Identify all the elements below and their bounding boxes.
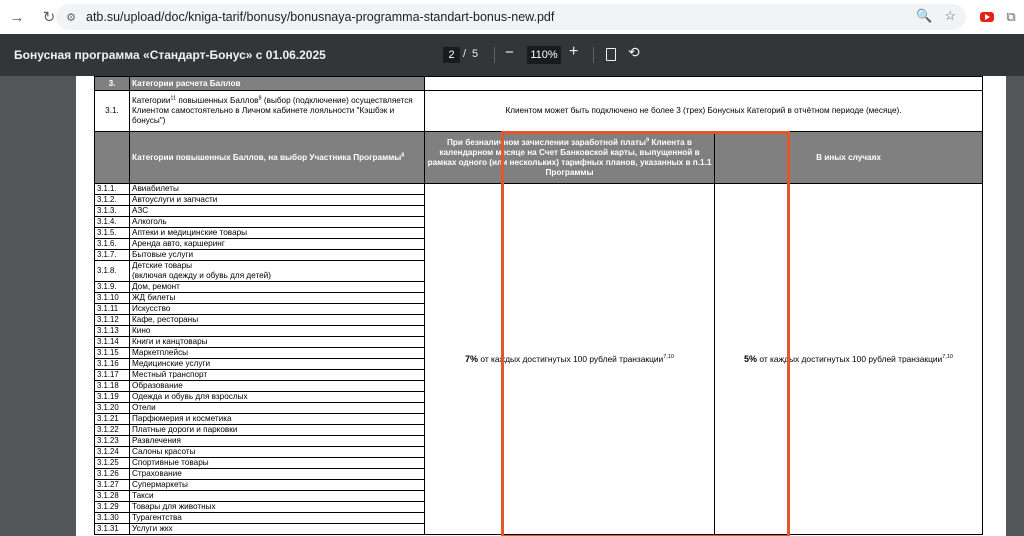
category-number: 3.1.23: [95, 436, 130, 447]
category-name: [130, 491, 425, 502]
category-number: 3.1.18: [95, 381, 130, 392]
salary-rate-cell: [425, 184, 715, 535]
other-rate-cell: [715, 184, 983, 535]
extensions-puzzle-icon[interactable]: ⧉: [1006, 9, 1016, 24]
zoom-level-input[interactable]: 110%: [527, 46, 561, 64]
rotate-icon[interactable]: ⟲: [628, 44, 640, 60]
category-name-text: Страхование: [132, 469, 182, 478]
reload-icon[interactable]: ↻: [42, 9, 56, 26]
footnote-ref: 11: [170, 95, 177, 102]
zoom-icon[interactable]: 🔍: [916, 8, 933, 23]
category-name-text: Местный транспорт: [132, 370, 208, 379]
row-31-value: Клиентом может быть подключено не более 3 (трех) Бонусных Категорий в отчётном периоде (месяце).: [425, 91, 983, 132]
category-name: [130, 206, 425, 217]
section-number: 3.: [95, 77, 130, 91]
category-name: [130, 315, 425, 326]
category-number: 3.1.16: [95, 359, 130, 370]
pdf-page: [76, 76, 1006, 536]
category-number: 3.1.17: [95, 370, 130, 381]
category-name: [130, 293, 425, 304]
category-name: [130, 326, 425, 337]
text: При безналичном зачислении заработной платы: [447, 137, 647, 147]
category-name-text: Авиабилеты: [132, 184, 179, 193]
empty-cell: [425, 77, 983, 91]
category-number: 3.1.15: [95, 348, 130, 359]
category-name-text: Кино: [132, 326, 151, 335]
category-name-text: (включая одежду и обувь для детей): [132, 271, 271, 280]
category-name-text: Такси: [132, 491, 154, 500]
category-name-text: Автоуслуги и запчасти: [132, 195, 218, 204]
category-name: [130, 414, 425, 425]
category-name: [130, 239, 425, 250]
text: повышенных Баллов: [176, 96, 259, 105]
category-number: 3.1.9.: [95, 282, 130, 293]
rate-percent: 5%: [744, 354, 758, 364]
rate-text: от каждых достигнутых 100 рублей транзакции: [757, 354, 943, 364]
category-name-text: Услуги жкх: [132, 524, 173, 533]
toolbar-divider: [494, 47, 495, 63]
browser-toolbar: [0, 0, 1024, 34]
category-number: 3.1.3.: [95, 206, 130, 217]
back-arrow-icon[interactable]: →: [9, 8, 25, 26]
category-number: 3.1.7.: [95, 250, 130, 261]
row-31-description: [130, 91, 425, 132]
rate-percent: 7%: [465, 354, 479, 364]
category-number: 3.1.4.: [95, 217, 130, 228]
category-name-text: Медицинские услуги: [132, 359, 211, 368]
youtube-extension-icon[interactable]: [978, 8, 996, 26]
category-name: [130, 458, 425, 469]
category-name-text: Маркетплейсы: [132, 348, 189, 357]
categories-table: [94, 76, 983, 535]
category-number: 3.1.24: [95, 447, 130, 458]
category-name: [130, 282, 425, 293]
category-number: 3.1.6.: [95, 239, 130, 250]
section-header-row: [95, 77, 983, 91]
category-number: 3.1.2.: [95, 195, 130, 206]
category-name: [130, 250, 425, 261]
category-name: [130, 261, 425, 282]
category-name: [130, 403, 425, 414]
address-bar[interactable]: [56, 4, 966, 30]
header-other: В иных случаях: [715, 132, 983, 184]
category-name-text: Детские товары: [132, 261, 193, 270]
category-number: 3.1.26: [95, 469, 130, 480]
category-name-text: ЖД билеты: [132, 293, 176, 302]
category-name-text: Отели: [132, 403, 156, 412]
category-name-text: Бытовые услуги: [132, 250, 194, 259]
category-number: 3.1.30: [95, 513, 130, 524]
site-info-icon[interactable]: ⚙: [66, 11, 76, 24]
pdf-toolbar: [0, 34, 1024, 76]
category-name: [130, 184, 425, 195]
category-name-text: Одежда и обувь для взрослых: [132, 392, 248, 401]
text: Клиента в календарном месяце на Счет Банковской карты, выпущенной в рамках одного (или нескольких) тарифных планов, указанных в п.1.1 Программы: [427, 137, 712, 177]
category-name: [130, 348, 425, 359]
category-name-text: Аренда авто, каршеринг: [132, 239, 225, 248]
category-name: [130, 425, 425, 436]
category-name-text: Парфюмерия и косметика: [132, 414, 232, 423]
category-name-text: Супермаркеты: [132, 480, 188, 489]
category-name: [130, 436, 425, 447]
table-row: [95, 91, 983, 132]
category-name: [130, 304, 425, 315]
category-name: [130, 513, 425, 524]
footnote-ref: 7,10: [942, 354, 953, 361]
category-number: 3.1.22: [95, 425, 130, 436]
text: Категории повышенных Баллов, на выбор Участника Программы: [132, 152, 402, 162]
footnote-ref: 9: [646, 136, 650, 143]
category-name: [130, 524, 425, 535]
zoom-in-button[interactable]: +: [569, 43, 579, 60]
rate-text: от каждых достигнутых 100 рублей транзакции: [478, 354, 664, 364]
category-number: 3.1.13: [95, 326, 130, 337]
category-name: [130, 228, 425, 239]
category-name-text: Аптеки и медицинские товары: [132, 228, 248, 237]
category-name: [130, 359, 425, 370]
category-name-text: Развлечения: [132, 436, 181, 445]
category-name-text: Салоны красоты: [132, 447, 196, 456]
empty-header-cell: [95, 132, 130, 184]
category-number: 3.1.11: [95, 304, 130, 315]
bookmark-star-icon[interactable]: ☆: [944, 8, 956, 23]
category-name-text: Платные дороги и парковки: [132, 425, 238, 434]
section-title: Категории расчета Баллов: [130, 77, 425, 91]
category-name: [130, 469, 425, 480]
pdf-title: Бонусная программа «Стандарт-Бонус» с 01.06.2025: [14, 48, 326, 62]
category-name: [130, 370, 425, 381]
category-name: [130, 337, 425, 348]
category-number: 3.1.8.: [95, 261, 130, 282]
category-number: 3.1.19: [95, 392, 130, 403]
category-name: [130, 381, 425, 392]
footnote-ref: 8: [258, 95, 262, 102]
column-header-row: [95, 132, 983, 184]
category-number: 3.1.28: [95, 491, 130, 502]
footnote-ref: 8: [401, 151, 405, 158]
category-number: 3.1.20: [95, 403, 130, 414]
category-name-text: Турагентства: [132, 513, 182, 522]
category-number: 3.1.27: [95, 480, 130, 491]
header-categories: [130, 132, 425, 184]
header-salary: [425, 132, 715, 184]
category-name: [130, 217, 425, 228]
category-number: 3.1.10: [95, 293, 130, 304]
category-number: 3.1.5.: [95, 228, 130, 239]
category-number: 3.1.29: [95, 502, 130, 513]
category-number: 3.1.21: [95, 414, 130, 425]
fit-page-icon[interactable]: [606, 48, 616, 61]
category-name-text: Кафе, рестораны: [132, 315, 199, 324]
pdf-viewer[interactable]: [0, 76, 1024, 536]
category-number: 3.1.12: [95, 315, 130, 326]
page-total: 5: [472, 48, 479, 60]
category-name-text: Образование: [132, 381, 183, 390]
text: Категории: [132, 96, 171, 105]
text: (выбор (подключение) осуществляется Клиентом самостоятельно в Личном кабинете лояльности "Кэшбэк и бонусы"): [132, 96, 413, 125]
category-name-text: Товары для животных: [132, 502, 216, 511]
zoom-out-button[interactable]: −: [505, 44, 514, 61]
category-number: 3.1.25: [95, 458, 130, 469]
footnote-ref: 7,10: [663, 354, 674, 361]
category-number: 3.1.31: [95, 524, 130, 535]
url-text: atb.su/upload/doc/kniga-tarif/bonusy/bonusnaya-programma-standart-bonus-new.pdf: [86, 10, 555, 24]
category-number: 3.1.14: [95, 337, 130, 348]
toolbar-divider: [593, 47, 594, 63]
category-number: 3.1.1.: [95, 184, 130, 195]
category-name-text: Книги и канцтовары: [132, 337, 208, 346]
category-name: [130, 195, 425, 206]
category-name: [130, 447, 425, 458]
category-name: [130, 392, 425, 403]
page-number-input[interactable]: 2: [443, 47, 460, 63]
row-number: 3.1.: [95, 91, 130, 132]
category-name-text: АЗС: [132, 206, 149, 215]
category-name-text: Спортивные товары: [132, 458, 209, 467]
category-name-text: Искусство: [132, 304, 171, 313]
category-name-text: Алкоголь: [132, 217, 167, 226]
category-name: [130, 502, 425, 513]
category-name-text: Дом, ремонт: [132, 282, 180, 291]
table-row: [95, 184, 983, 195]
page-separator: /: [463, 48, 467, 60]
category-name: [130, 480, 425, 491]
